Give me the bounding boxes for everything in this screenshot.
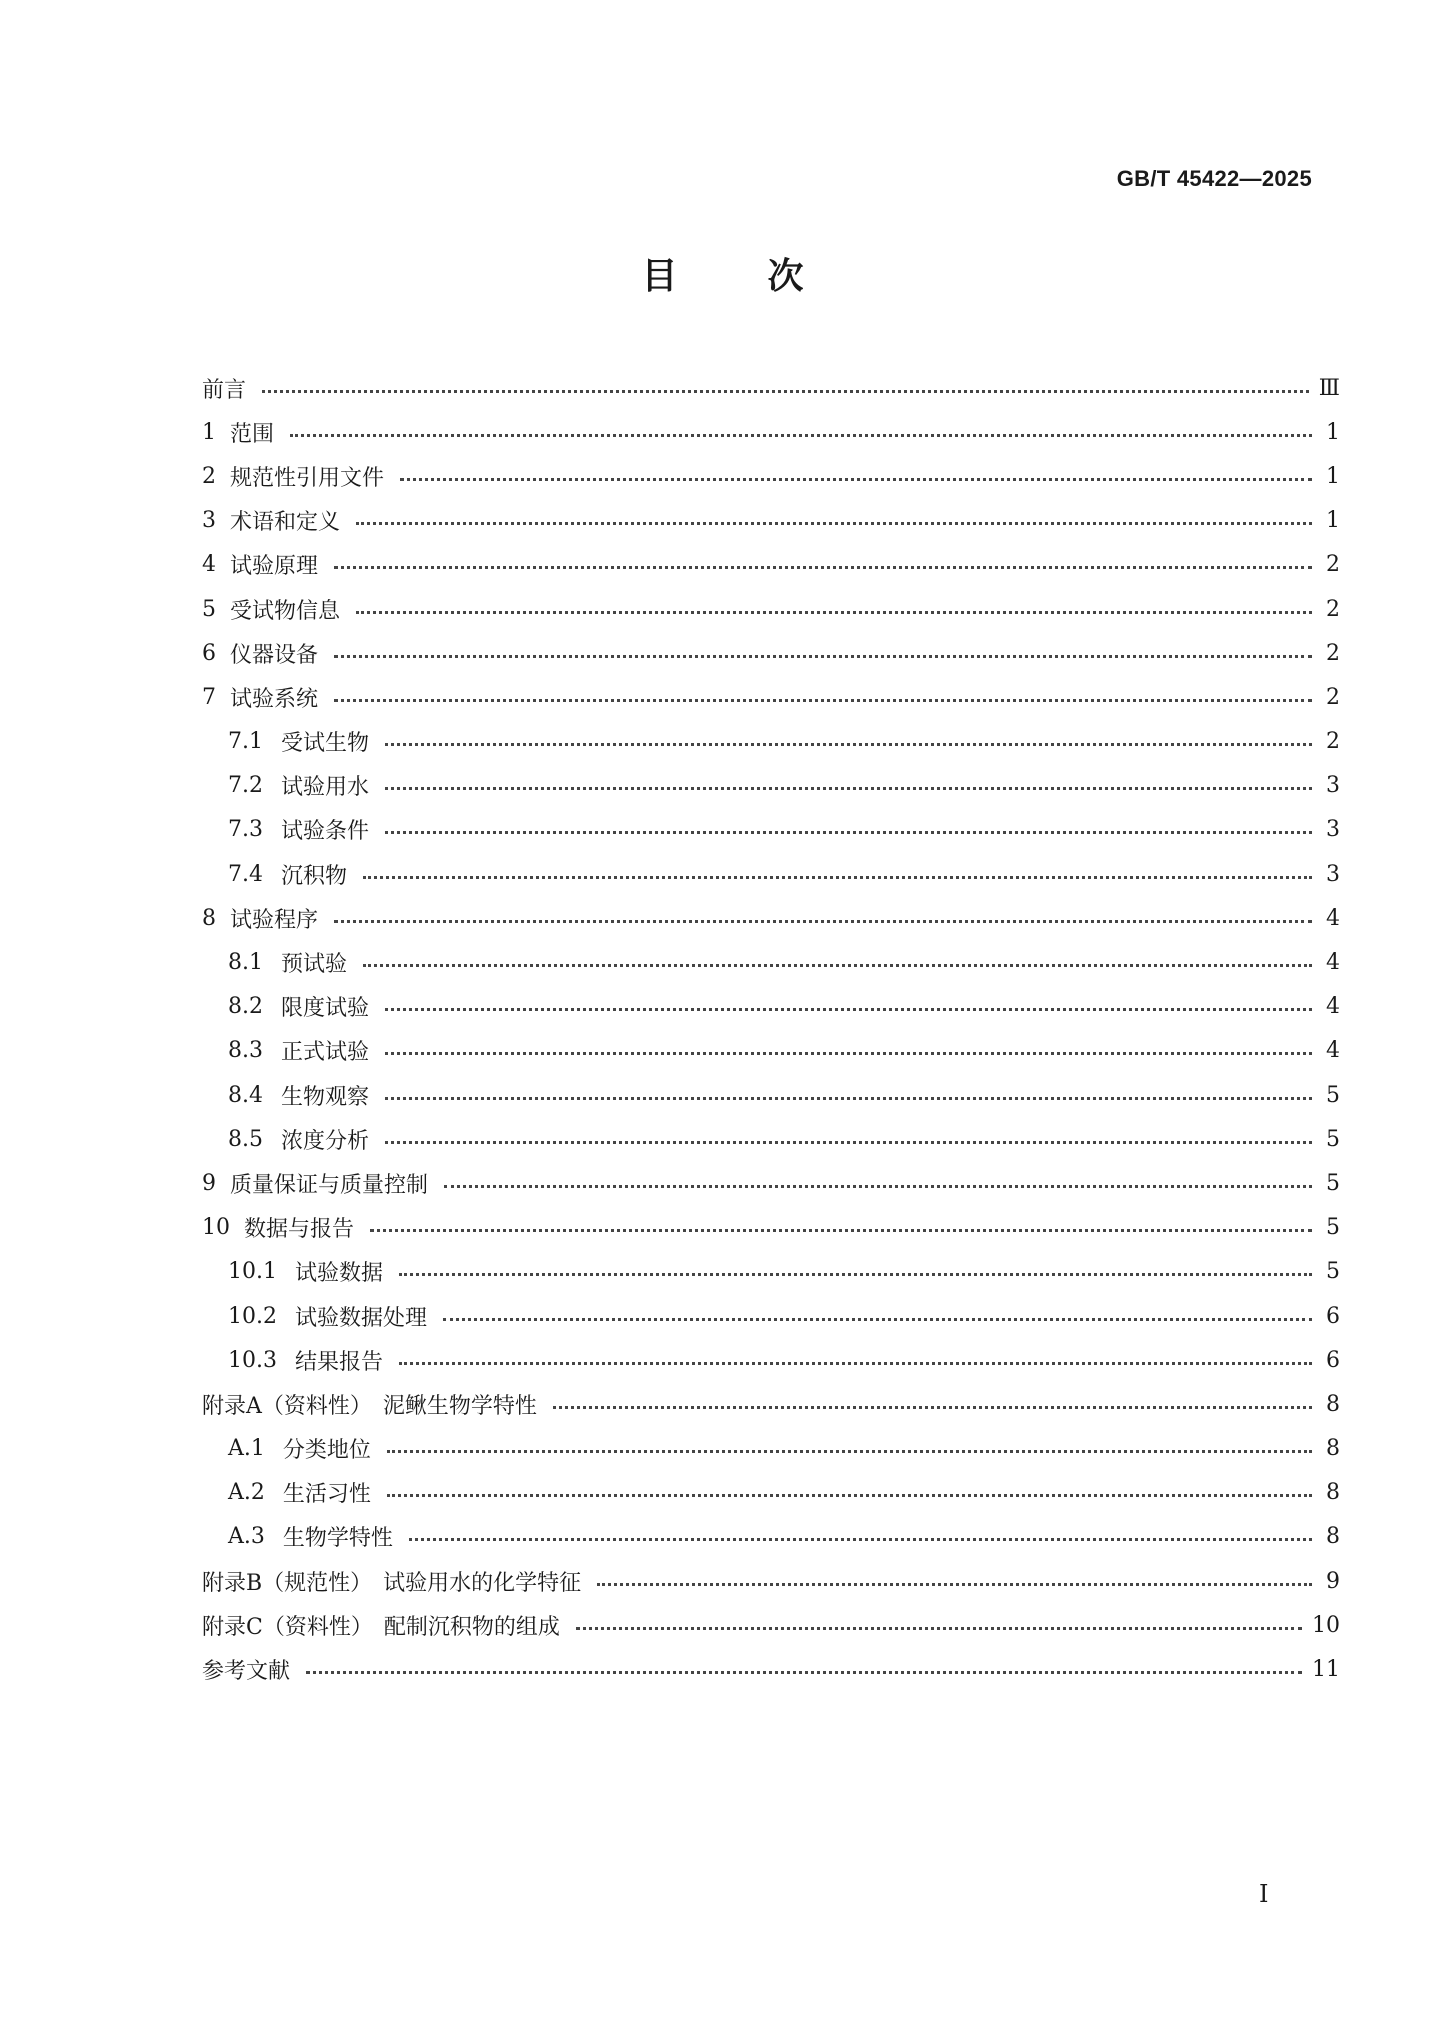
toc-entry-label: 附录C（资料性） 配制沉积物的组成 [202,1614,560,1640]
toc-entry-label: 沉积物 [281,863,348,889]
toc-dot-leader [370,1229,1312,1232]
toc-entry[interactable] [202,1471,1340,1515]
toc-entry[interactable] [202,1250,1340,1294]
toc-dot-leader [290,434,1312,437]
toc-entry-label: 试验用水 [281,775,370,801]
toc-entry-page: 4 [1326,905,1340,931]
toc-entry-page: 5 [1326,1215,1340,1241]
toc-dot-leader [576,1627,1302,1630]
toc-entry-label: 浓度分析 [281,1128,370,1154]
toc-dot-leader [356,522,1312,525]
toc-entry[interactable] [202,631,1340,675]
toc-entry-number: 7 [202,684,216,710]
toc-entry[interactable] [202,1515,1340,1559]
toc-entry[interactable] [202,1073,1340,1117]
toc-entry-label: 规范性引用文件 [230,465,385,491]
toc-entry-page: 5 [1326,1082,1340,1108]
toc-entry-label: 参考文献 [202,1659,291,1685]
toc-entry[interactable] [202,499,1340,543]
toc-dot-leader [399,1362,1312,1365]
page-title [0,248,1445,299]
toc-entry[interactable] [202,1029,1340,1073]
toc-entry-page: 2 [1326,640,1340,666]
toc-entry-number: A.1 [228,1436,265,1462]
toc-entry-label: 分类地位 [282,1438,371,1464]
toc-dot-leader [262,390,1309,393]
toc-entry[interactable] [202,1427,1340,1471]
toc-entry-page: 6 [1326,1347,1340,1373]
table-of-contents [202,366,1340,1692]
toc-dot-leader [363,964,1312,967]
toc-entry-label: 术语和定义 [230,510,341,536]
toc-entry-label: 正式试验 [281,1040,370,1066]
toc-dot-leader [334,566,1312,569]
toc-entry-number: 8.3 [228,1038,263,1064]
toc-entry[interactable] [202,675,1340,719]
toc-dot-leader [387,1450,1312,1453]
toc-dot-leader [409,1538,1312,1541]
toc-entry-page: 6 [1326,1303,1340,1329]
toc-entry-page: 9 [1326,1568,1340,1594]
toc-entry[interactable] [202,852,1340,896]
toc-entry[interactable] [202,1647,1340,1691]
toc-entry-number: A.3 [228,1524,265,1550]
toc-entry-label: 质量保证与质量控制 [230,1172,429,1198]
toc-entry[interactable] [202,543,1340,587]
toc-entry[interactable] [202,985,1340,1029]
toc-dot-leader [306,1671,1302,1674]
toc-entry-page: 3 [1326,861,1340,887]
toc-entry[interactable] [202,1294,1340,1338]
toc-entry-page: 8 [1326,1391,1340,1417]
toc-entry-page: 8 [1326,1436,1340,1462]
toc-entry-page: 2 [1326,729,1340,755]
toc-entry-label: 试验原理 [230,554,319,580]
toc-entry[interactable] [202,1161,1340,1205]
toc-entry[interactable] [202,1382,1340,1426]
toc-dot-leader [385,787,1312,790]
toc-entry-label: 预试验 [281,952,348,978]
toc-entry-page: 2 [1326,684,1340,710]
toc-dot-leader [356,611,1312,614]
toc-entry-label: 试验系统 [230,686,319,712]
toc-dot-leader [443,1318,1312,1321]
toc-entry-page: Ⅲ [1318,375,1340,401]
toc-dot-leader [385,743,1312,746]
toc-entry-number: 7.2 [228,773,263,799]
toc-entry-number: 9 [202,1170,216,1196]
toc-entry-number: 10 [202,1215,230,1241]
toc-entry-number: 10.1 [228,1259,277,1285]
toc-entry-page: 4 [1326,994,1340,1020]
toc-entry-label: 结果报告 [294,1349,383,1375]
toc-entry-number: 2 [202,463,216,489]
toc-entry-label: 范围 [230,421,275,447]
toc-entry-page: 2 [1326,596,1340,622]
toc-entry-number: 8.1 [228,950,263,976]
toc-dot-leader [334,920,1312,923]
toc-entry-label: 试验条件 [281,819,370,845]
toc-entry-page: 11 [1312,1657,1340,1683]
toc-entry-label: 限度试验 [281,996,370,1022]
toc-entry[interactable] [202,454,1340,498]
toc-entry-number: 10.2 [228,1303,277,1329]
toc-dot-leader [387,1494,1312,1497]
toc-entry-page: 3 [1326,773,1340,799]
toc-entry-label: 试验程序 [230,907,319,933]
toc-dot-leader [444,1185,1312,1188]
toc-entry-number: 8.5 [228,1126,263,1152]
toc-entry-label: 生活习性 [282,1482,371,1508]
toc-entry-label: 试验数据处理 [294,1305,427,1331]
toc-dot-leader [597,1583,1312,1586]
toc-entry-page: 1 [1326,463,1340,489]
toc-dot-leader [385,1052,1312,1055]
toc-entry-label: 附录B（规范性） 试验用水的化学特征 [202,1570,582,1596]
title-char-2: 次 [767,256,804,297]
toc-entry[interactable] [202,1559,1340,1603]
toc-entry-label: 生物学特性 [282,1526,393,1552]
toc-entry-page: 1 [1326,419,1340,445]
toc-dot-leader [385,1097,1312,1100]
toc-entry-label: 附录A（资料性） 泥鳅生物学特性 [202,1393,537,1419]
toc-dot-leader [553,1406,1312,1409]
toc-entry-page: 5 [1326,1170,1340,1196]
standard-code: GB/T 45422—2025 [1116,166,1312,191]
toc-entry[interactable] [202,720,1340,764]
toc-entry-number: 3 [202,508,216,534]
toc-entry[interactable] [202,1117,1340,1161]
toc-entry[interactable] [202,1338,1340,1382]
toc-entry[interactable] [202,1206,1340,1250]
toc-entry[interactable] [202,896,1340,940]
toc-entry-number: 5 [202,596,216,622]
toc-entry-number: 6 [202,640,216,666]
toc-entry-page: 2 [1326,552,1340,578]
toc-entry-label: 生物观察 [281,1084,370,1110]
toc-entry-number: 7.4 [228,861,263,887]
toc-entry-page: 5 [1326,1259,1340,1285]
toc-entry-page: 4 [1326,950,1340,976]
toc-dot-leader [363,876,1312,879]
toc-entry-number: 10.3 [228,1347,277,1373]
toc-entry[interactable] [202,764,1340,808]
toc-entry-page: 8 [1326,1524,1340,1550]
toc-dot-leader [399,1273,1312,1276]
toc-entry[interactable] [202,587,1340,631]
toc-dot-leader [334,699,1312,702]
toc-entry[interactable] [202,366,1340,410]
toc-entry-label: 受试物信息 [230,598,341,624]
toc-dot-leader [385,1141,1312,1144]
toc-entry-number: 4 [202,552,216,578]
toc-entry-page: 10 [1312,1612,1340,1638]
toc-entry-number: 8 [202,905,216,931]
toc-dot-leader [400,478,1312,481]
toc-dot-leader [385,831,1312,834]
toc-entry-label: 试验数据 [294,1261,383,1287]
toc-entry-label: 仪器设备 [230,642,319,668]
toc-entry-page: 3 [1326,817,1340,843]
toc-entry-number: 8.2 [228,994,263,1020]
toc-entry[interactable] [202,1603,1340,1647]
toc-entry-page: 4 [1326,1038,1340,1064]
toc-entry-number: 1 [202,419,216,445]
toc-entry-page: 5 [1326,1126,1340,1152]
title-char-1: 目 [641,256,678,297]
toc-entry-page: 8 [1326,1480,1340,1506]
toc-dot-leader [385,1008,1312,1011]
toc-entry[interactable] [202,808,1340,852]
toc-entry-number: A.2 [228,1480,265,1506]
toc-entry-number: 8.4 [228,1082,263,1108]
toc-entry-label: 受试生物 [281,731,370,757]
toc-entry-label: 前言 [202,377,247,403]
toc-entry-page: 1 [1326,508,1340,534]
toc-entry-label: 数据与报告 [244,1217,355,1243]
toc-entry[interactable] [202,410,1340,454]
toc-dot-leader [334,655,1312,658]
toc-entry-number: 7.1 [228,729,263,755]
page-number: I [1259,1880,1269,1908]
toc-entry-number: 7.3 [228,817,263,843]
toc-entry[interactable] [202,940,1340,984]
